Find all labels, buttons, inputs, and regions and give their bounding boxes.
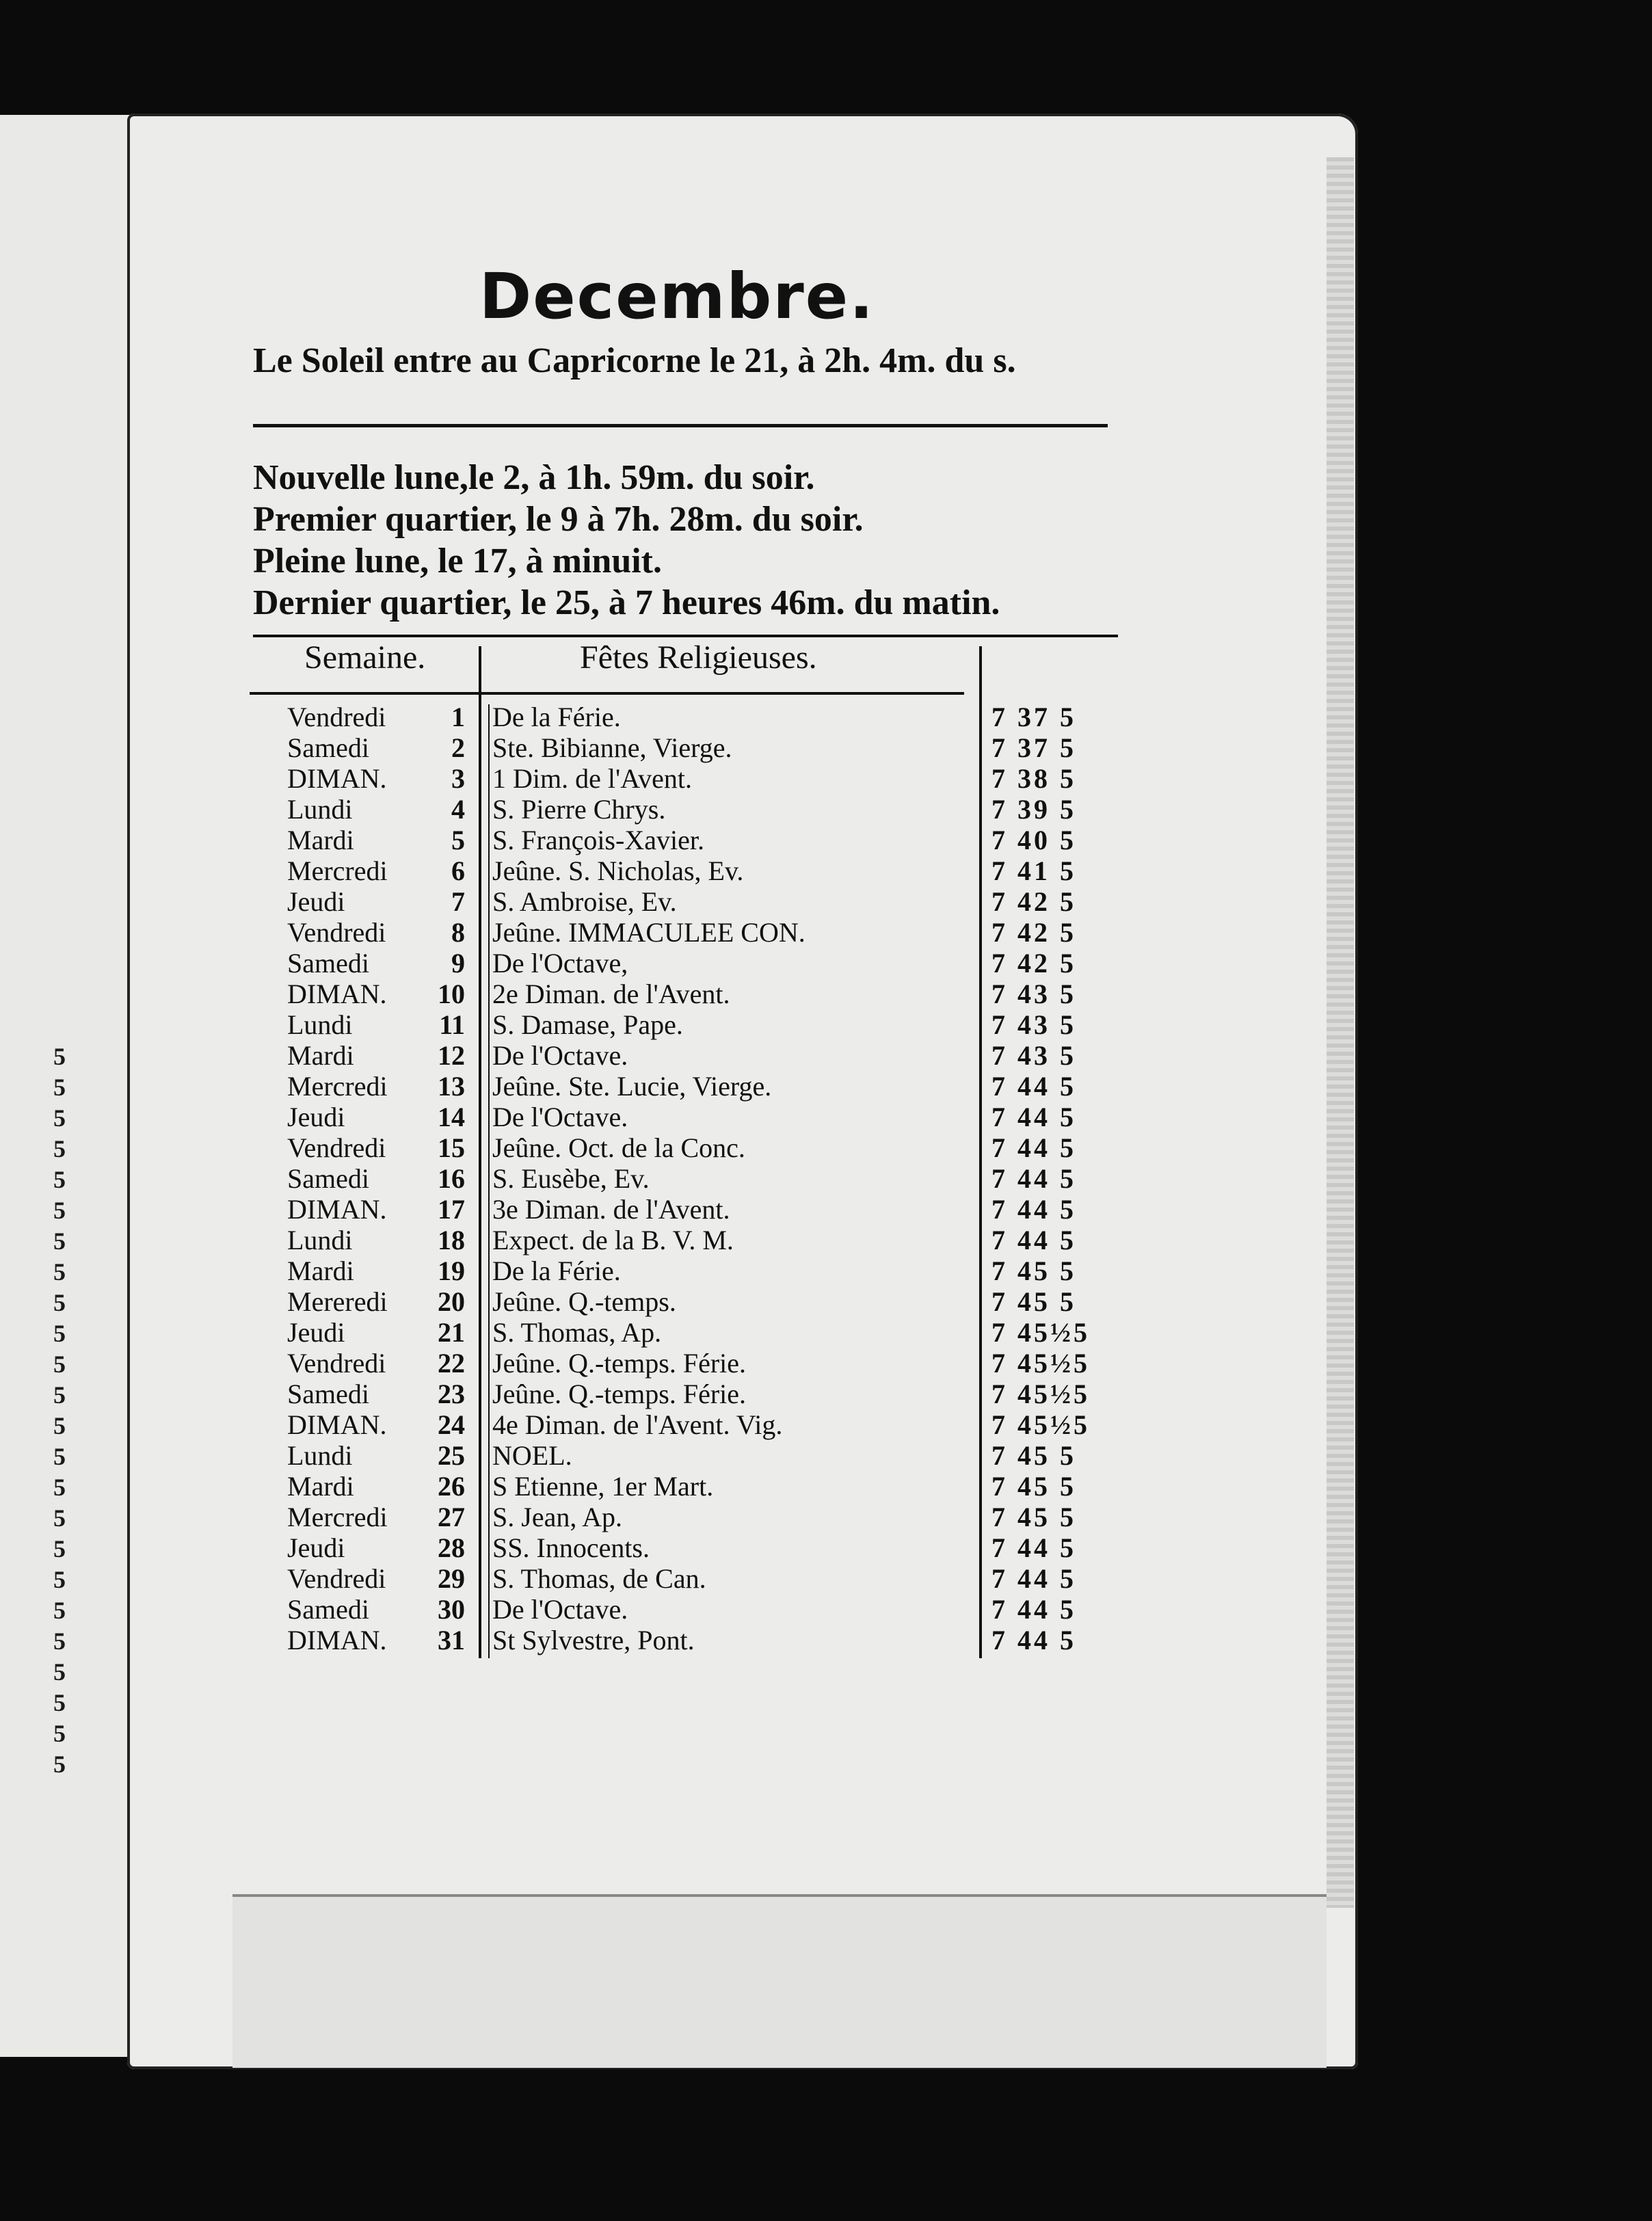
feast-cell: S. Jean, Ap. — [492, 1502, 622, 1532]
weekday-cell: Samedi — [287, 732, 369, 763]
page-edge — [1327, 157, 1354, 1908]
date-number-cell: 8 — [451, 917, 465, 948]
previous-page-digit: 5 — [53, 1658, 66, 1686]
feast-cell: Jeûne. S. Nicholas, Ev. — [492, 855, 744, 886]
sun-time-cell: 7 45½5 — [991, 1317, 1090, 1348]
sun-time-cell: 7 45½5 — [991, 1348, 1090, 1379]
previous-page-digit: 5 — [53, 1351, 66, 1378]
date-number-cell: 3 — [451, 763, 465, 794]
weekday-cell: Vendredi — [287, 917, 386, 948]
weekday-cell: Mercredi — [287, 1502, 388, 1532]
weekday-cell: Lundi — [287, 1009, 353, 1040]
date-number-cell: 14 — [438, 1102, 465, 1132]
feast-cell: 2e Diman. de l'Avent. — [492, 979, 730, 1009]
date-number-cell: 9 — [451, 948, 465, 979]
previous-page-digit: 5 — [53, 1104, 66, 1132]
sun-time-cell: 7 45 5 — [991, 1255, 1076, 1286]
date-number-cell: 11 — [439, 1009, 465, 1040]
week-column-divider — [479, 646, 481, 1658]
feast-cell: S. Thomas, Ap. — [492, 1317, 662, 1348]
previous-page-digit: 5 — [53, 1566, 66, 1593]
sun-time-cell: 7 44 5 — [991, 1563, 1076, 1594]
table-top-rule — [253, 635, 1118, 637]
feast-cell: S Etienne, 1er Mart. — [492, 1471, 714, 1502]
feast-cell: 4e Diman. de l'Avent. Vig. — [492, 1409, 783, 1440]
feast-cell: 1 Dim. de l'Avent. — [492, 763, 692, 794]
date-number-cell: 5 — [451, 825, 465, 855]
feast-cell: Jeûne. IMMACULEE CON. — [492, 917, 805, 948]
previous-page-digit: 5 — [53, 1320, 66, 1347]
weekday-cell: Mardi — [287, 1255, 354, 1286]
date-number-cell: 15 — [438, 1132, 465, 1163]
sun-time-cell: 7 45½5 — [991, 1409, 1090, 1440]
feast-cell: Ste. Bibianne, Vierge. — [492, 732, 732, 763]
date-number-cell: 28 — [438, 1532, 465, 1563]
date-number-cell: 23 — [438, 1379, 465, 1409]
sun-time-cell: 7 42 5 — [991, 886, 1076, 917]
previous-page-digit: 5 — [53, 1227, 66, 1255]
date-number-cell: 29 — [438, 1563, 465, 1594]
previous-page-digit: 5 — [53, 1135, 66, 1162]
previous-page-digit: 5 — [53, 1166, 66, 1193]
feast-cell: De l'Octave, — [492, 948, 628, 979]
weekday-cell: Samedi — [287, 1163, 369, 1194]
sun-time-cell: 7 44 5 — [991, 1102, 1076, 1132]
previous-page-digit: 5 — [53, 1597, 66, 1624]
weekday-cell: Mardi — [287, 1040, 354, 1071]
date-number-cell: 18 — [438, 1225, 465, 1255]
sun-time-cell: 7 39 5 — [991, 794, 1076, 825]
feast-cell: St Sylvestre, Pont. — [492, 1625, 695, 1655]
sun-time-cell: 7 44 5 — [991, 1132, 1076, 1163]
date-number-cell: 4 — [451, 794, 465, 825]
date-number-cell: 17 — [438, 1194, 465, 1225]
date-number-cell: 1 — [451, 702, 465, 732]
sun-time-cell: 7 44 5 — [991, 1071, 1076, 1102]
feast-cell: Jeûne. Oct. de la Conc. — [492, 1132, 745, 1163]
feast-cell: De la Férie. — [492, 1255, 621, 1286]
feast-cell: S. Ambroise, Ev. — [492, 886, 677, 917]
previous-page-digit: 5 — [53, 1043, 66, 1070]
sun-time-cell: 7 37 5 — [991, 702, 1076, 732]
date-number-cell: 12 — [438, 1040, 465, 1071]
date-number-cell: 20 — [438, 1286, 465, 1317]
sun-entry-line: Le Soleil entre au Capricorne le 21, à 2h. 4m. du s. — [253, 341, 1016, 380]
feast-column-divider — [488, 704, 490, 1658]
weekday-cell: Jeudi — [287, 886, 345, 917]
date-number-cell: 2 — [451, 732, 465, 763]
date-number-cell: 19 — [438, 1255, 465, 1286]
sun-time-cell: 7 44 5 — [991, 1225, 1076, 1255]
sun-time-cell: 7 45 5 — [991, 1502, 1076, 1532]
previous-page-digit: 5 — [53, 1474, 66, 1501]
feast-cell: S. Eusèbe, Ev. — [492, 1163, 650, 1194]
moon-phase-first-quarter: Premier quartier, le 9 à 7h. 28m. du soir. — [253, 500, 864, 539]
feast-cell: De l'Octave. — [492, 1594, 628, 1625]
previous-page-digit: 5 — [53, 1720, 66, 1747]
sun-time-cell: 7 42 5 — [991, 948, 1076, 979]
date-number-cell: 13 — [438, 1071, 465, 1102]
header-rule — [253, 424, 1108, 427]
feast-cell: S. Damase, Pape. — [492, 1009, 683, 1040]
weekday-cell: Mercredi — [287, 855, 388, 886]
weekday-cell: Lundi — [287, 1440, 353, 1471]
sun-time-cell: 7 43 5 — [991, 1040, 1076, 1071]
weekday-cell: Samedi — [287, 1379, 369, 1409]
weekday-cell: Mardi — [287, 1471, 354, 1502]
sun-time-cell: 7 44 5 — [991, 1163, 1076, 1194]
previous-page-digit: 5 — [53, 1535, 66, 1562]
date-number-cell: 22 — [438, 1348, 465, 1379]
date-number-cell: 21 — [438, 1317, 465, 1348]
previous-page-digit: 5 — [53, 1258, 66, 1286]
sun-time-cell: 7 37 5 — [991, 732, 1076, 763]
feast-cell: Jeûne. Q.-temps. — [492, 1286, 676, 1317]
weekday-cell: DIMAN. — [287, 1409, 387, 1440]
date-number-cell: 24 — [438, 1409, 465, 1440]
feast-cell: NOEL. — [492, 1440, 572, 1471]
sun-time-cell: 7 44 5 — [991, 1594, 1076, 1625]
month-title: Decembre. — [479, 260, 875, 333]
feast-cell: De l'Octave. — [492, 1040, 628, 1071]
previous-page-digit: 5 — [53, 1504, 66, 1532]
feast-cell: Jeûne. Q.-temps. Férie. — [492, 1379, 747, 1409]
previous-page-digit: 5 — [53, 1443, 66, 1470]
weekday-cell: Lundi — [287, 1225, 353, 1255]
weekday-cell: Samedi — [287, 948, 369, 979]
date-number-cell: 31 — [438, 1625, 465, 1655]
sun-time-cell: 7 45 5 — [991, 1440, 1076, 1471]
moon-phase-new: Nouvelle lune,le 2, à 1h. 59m. du soir. — [253, 458, 815, 497]
weekday-cell: Vendredi — [287, 1132, 386, 1163]
sun-time-cell: 7 41 5 — [991, 855, 1076, 886]
previous-page-digit: 5 — [53, 1197, 66, 1224]
weekday-cell: Jeudi — [287, 1317, 345, 1348]
moon-phase-full: Pleine lune, le 17, à minuit. — [253, 542, 662, 581]
date-number-cell: 26 — [438, 1471, 465, 1502]
date-number-cell: 7 — [451, 886, 465, 917]
weekday-cell: Lundi — [287, 794, 353, 825]
table-header-rule — [250, 692, 964, 695]
column-header-feasts: Fêtes Religieuses. — [580, 639, 817, 676]
sun-time-cell: 7 43 5 — [991, 979, 1076, 1009]
date-number-cell: 10 — [438, 979, 465, 1009]
feast-cell: S. François-Xavier. — [492, 825, 704, 855]
feast-cell: De l'Octave. — [492, 1102, 628, 1132]
moon-phases — [253, 457, 1000, 624]
sun-time-cell: 7 44 5 — [991, 1532, 1076, 1563]
previous-page-digit: 5 — [53, 1074, 66, 1101]
sun-time-cell: 7 43 5 — [991, 1009, 1076, 1040]
feast-cell: Jeûne. Ste. Lucie, Vierge. — [492, 1071, 772, 1102]
feast-cell: 3e Diman. de l'Avent. — [492, 1194, 730, 1225]
weekday-cell: Vendredi — [287, 1348, 386, 1379]
date-number-cell: 30 — [438, 1594, 465, 1625]
sun-time-cell: 7 38 5 — [991, 763, 1076, 794]
weekday-cell: Jeudi — [287, 1532, 345, 1563]
sun-time-cell: 7 45 5 — [991, 1286, 1076, 1317]
feast-cell: SS. Innocents. — [492, 1532, 650, 1563]
moon-phase-last-quarter: Dernier quartier, le 25, à 7 heures 46m. du matin. — [253, 583, 1000, 622]
feast-cell: S. Pierre Chrys. — [492, 794, 666, 825]
sun-time-cell: 7 45 5 — [991, 1471, 1076, 1502]
weekday-cell: DIMAN. — [287, 1194, 387, 1225]
weekday-cell: Mereredi — [287, 1286, 388, 1317]
weekday-cell: DIMAN. — [287, 979, 387, 1009]
sun-time-cell: 7 45½5 — [991, 1379, 1090, 1409]
weekday-cell: Vendredi — [287, 702, 386, 732]
time-column-divider — [979, 646, 982, 1658]
date-number-cell: 16 — [438, 1163, 465, 1194]
weekday-cell: Samedi — [287, 1594, 369, 1625]
previous-page-digit: 5 — [53, 1689, 66, 1716]
date-number-cell: 27 — [438, 1502, 465, 1532]
previous-page-digit: 5 — [53, 1751, 66, 1778]
feast-cell: De la Férie. — [492, 702, 621, 732]
date-number-cell: 25 — [438, 1440, 465, 1471]
weekday-cell: DIMAN. — [287, 1625, 387, 1655]
weekday-cell: Jeudi — [287, 1102, 345, 1132]
previous-page-column — [0, 1041, 75, 1780]
weekday-cell: Mercredi — [287, 1071, 388, 1102]
weekday-cell: DIMAN. — [287, 763, 387, 794]
date-number-cell: 6 — [451, 855, 465, 886]
previous-page-digit: 5 — [53, 1412, 66, 1439]
weekday-cell: Vendredi — [287, 1563, 386, 1594]
previous-page-digit: 5 — [53, 1381, 66, 1409]
column-header-week: Semaine. — [304, 639, 426, 676]
page-bottom-fold — [232, 1894, 1327, 2068]
sun-time-cell: 7 42 5 — [991, 917, 1076, 948]
sun-time-cell: 7 44 5 — [991, 1194, 1076, 1225]
feast-cell: Jeûne. Q.-temps. Férie. — [492, 1348, 747, 1379]
previous-page-digit: 5 — [53, 1289, 66, 1316]
sun-time-cell: 7 40 5 — [991, 825, 1076, 855]
feast-cell: S. Thomas, de Can. — [492, 1563, 706, 1594]
feast-cell: Expect. de la B. V. M. — [492, 1225, 734, 1255]
previous-page-digit: 5 — [53, 1627, 66, 1655]
sun-time-cell: 7 44 5 — [991, 1625, 1076, 1655]
weekday-cell: Mardi — [287, 825, 354, 855]
